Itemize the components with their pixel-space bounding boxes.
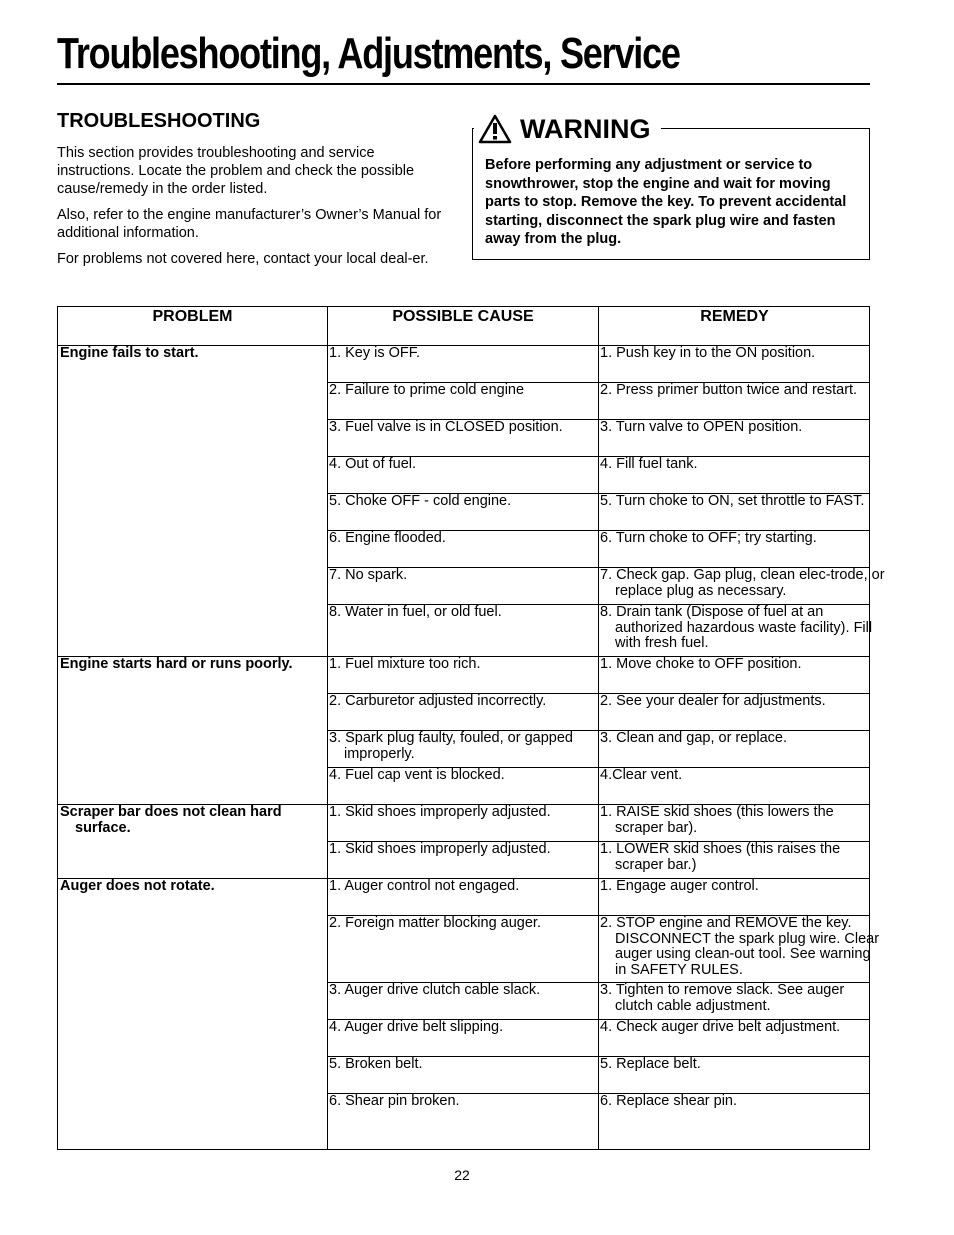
header-remedy: REMEDY [700,308,769,325]
problem-cell: Auger does not rotate. [60,878,215,894]
remedy-cell: 3. Turn valve to OPEN position. [600,419,803,435]
cause-cell: 3. Fuel valve is in CLOSED position. [329,419,563,435]
remedy-cell: 6. Turn choke to OFF; try starting. [600,530,817,546]
remedy-cell: 3. Clean and gap, or replace. [600,730,788,746]
remedy-cell: 5. Turn choke to ON, set throttle to FAST. [600,493,865,509]
title-rule [57,83,870,85]
cause-cell: 2. Failure to prime cold engine [329,382,525,398]
remedy-cell: 1. Engage auger control. [600,878,759,894]
remedy-cell: 1. Move choke to OFF position. [600,656,802,672]
cause-cell: 5. Broken belt. [329,1056,423,1072]
cause-cell: 3. Spark plug faulty, fouled, or gapped improperly. [329,730,573,762]
cause-cell: 1. Key is OFF. [329,345,421,361]
cause-cell: 6. Engine flooded. [329,530,446,546]
cause-cell: 4. Auger drive belt slipping. [329,1019,504,1035]
cause-cell: 1. Skid shoes improperly adjusted. [329,841,551,857]
warning-label: WARNING [520,114,651,144]
header-problem: PROBLEM [152,308,233,325]
warning-triangle-icon [478,114,512,144]
column-divider [327,307,328,1149]
remedy-cell: 1. RAISE skid shoes (this lowers the scraper bar). [600,804,834,836]
header-cause: POSSIBLE CAUSE [392,308,534,325]
cause-cell: 4. Fuel cap vent is blocked. [329,767,505,783]
intro-text [57,144,450,276]
warning-text: Before performing any adjustment or service to snowthrower, stop the engine and wait for moving parts to stop. Remove the key. To prevent accidental starting, disconnect the spark plug wire and fasten away from the plug. [485,157,847,247]
problem-cell: Scraper bar does not clean hard surface. [60,804,282,836]
remedy-cell: 2. Press primer button twice and restart. [600,382,858,398]
remedy-cell: 1. Push key in to the ON position. [600,345,816,361]
warning-header [474,112,661,146]
cause-cell: 8. Water in fuel, or old fuel. [329,604,502,620]
page-number: 22 [454,1167,470,1183]
section-heading: TROUBLESHOOTING [57,110,261,132]
intro-paragraph: For problems not covered here, contact your local deal-er. [57,251,429,267]
intro-paragraph: This section provides troubleshooting and service instructions. Locate the problem and check the possible cause/remedy in the order listed. [57,145,415,197]
intro-paragraph: Also, refer to the engine manufacturer’s Owner’s Manual for additional information. [57,207,442,241]
page-title: Troubleshooting, Adjustments, Service [57,29,680,78]
remedy-cell: 4.Clear vent. [600,767,683,783]
remedy-cell: 4. Fill fuel tank. [600,456,698,472]
cause-cell: 6. Shear pin broken. [329,1093,460,1109]
cause-cell: 3. Auger drive clutch cable slack. [329,982,541,998]
remedy-cell: 4. Check auger drive belt adjustment. [600,1019,841,1035]
remedy-cell: 7. Check gap. Gap plug, clean elec-trode, or replace plug as necessary. [600,567,885,599]
remedy-cell: 5. Replace belt. [600,1056,701,1072]
remedy-cell: 1. LOWER skid shoes (this raises the scraper bar.) [600,841,841,873]
problem-cell: Engine fails to start. [60,345,199,361]
problem-cell: Engine starts hard or runs poorly. [60,656,293,672]
troubleshooting-table [57,306,885,1150]
remedy-cell: 3. Tighten to remove slack. See auger clutch cable adjustment. [600,982,845,1014]
cause-cell: 7. No spark. [329,567,408,583]
cause-cell: 1. Skid shoes improperly adjusted. [329,804,551,820]
remedy-cell: 2. See your dealer for adjustments. [600,693,826,709]
cause-cell: 5. Choke OFF - cold engine. [329,493,512,509]
remedy-cell: 6. Replace shear pin. [600,1093,738,1109]
cause-cell: 2. Carburetor adjusted incorrectly. [329,693,547,709]
remedy-cell: 8. Drain tank (Dispose of fuel at an authorized hazardous waste facility). Fill with fresh fuel. [600,604,873,651]
cause-cell: 2. Foreign matter blocking auger. [329,915,541,931]
cause-cell: 1. Fuel mixture too rich. [329,656,481,672]
cause-cell: 1. Auger control not engaged. [329,878,520,894]
remedy-cell: 2. STOP engine and REMOVE the key. DISCONNECT the spark plug wire. Clear auger using clean-out tool. See warning in SAFETY RULES. [600,915,880,978]
cause-cell: 4. Out of fuel. [329,456,417,472]
